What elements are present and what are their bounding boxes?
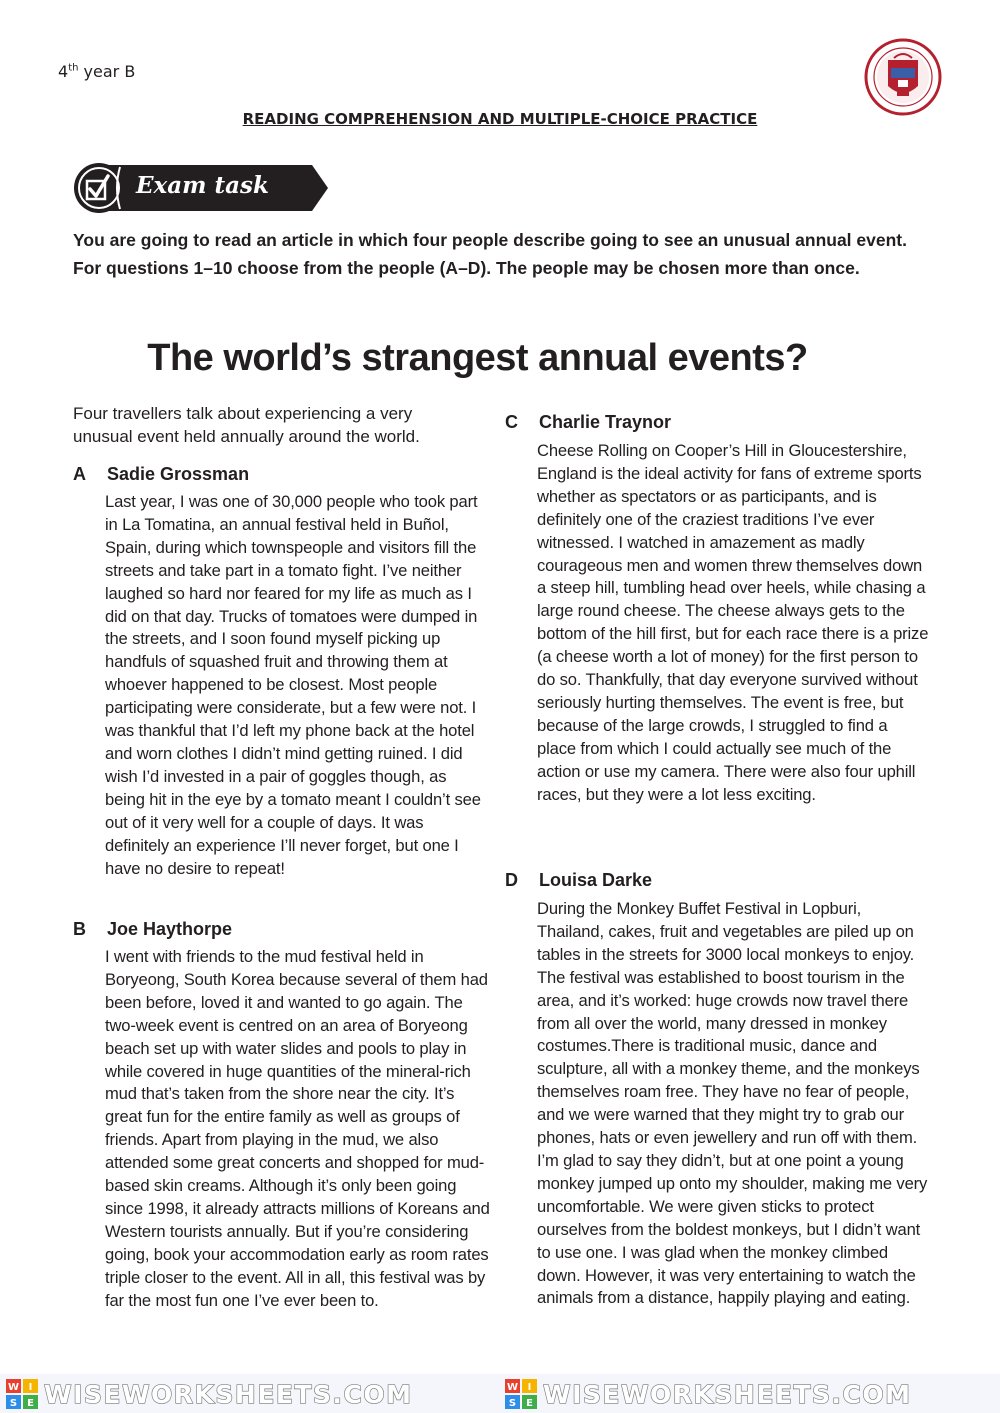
document-title: READING COMPREHENSION AND MULTIPLE-CHOICE PRACTICE [242, 110, 758, 128]
logo-letter: W [506, 1382, 519, 1393]
watermark-text: WISEWORKSHEETS.COM [44, 1379, 413, 1409]
watermark-footer [0, 1374, 1000, 1413]
person-letter: D [505, 870, 518, 890]
article-intro: Four travellers talk about experiencing a very unusual event held annually around the world. [73, 404, 420, 446]
logo-letter: S [508, 1398, 517, 1409]
person-text-b: I went with friends to the mud festival held in Boryeong, South Korea because several of them had been before, loved it and wanted to go again. The two-week event is centred on an area of Boryeong beach set up with water slides and pools to play in while covered in huge quantities of the mineral-rich mud that’s taken from the shore near the city. It’s great fun for the entire family as well as groups of friends. Apart from playing in the mud, we also attended some great concerts and shopped for mud-based skin creams. Although it’s only been going since 1998, it already attracts millions of Koreans and Western tourists annually. But if you’re considering going, book your accommodation early as room rates triple closer to the event. All in all, this festival was by far the most fun one I’ve ever been to. [105, 947, 490, 1310]
logo-letter: S [9, 1398, 18, 1409]
person-letter: A [73, 464, 86, 484]
person-text-c: Cheese Rolling on Cooper’s Hill in Gloucestershire, England is the ideal activity for fans of extreme sports whether as spectators or as participants, and is definitely one of the craziest traditions I’ve ever witnessed. I watched in amazement as madly courageous men and women threw themselves down a steep hill, tumbling head over heels, while chasing a large round cheese. The cheese always gets to the bottom of the hill first, but for each race there is a prize (a cheese worth a lot of money) for the first person to do so. Thankfully, that day everyone survived without seriously hurting themselves. The event is free, but because of the large crowds, I struggled to find a place from which I could actually see much of the action or use my camera. There were also four uphill races, but they were a lot less exciting. [537, 441, 929, 804]
logo-letter: I [527, 1382, 532, 1393]
logo-letter: W [7, 1382, 20, 1393]
person-heading-b [73, 919, 232, 940]
person-name: Louisa Darke [539, 870, 653, 890]
article-title: The world’s strangest annual events? [147, 337, 808, 379]
person-heading-a [73, 464, 249, 485]
person-heading-c [505, 412, 671, 433]
person-text-d: During the Monkey Buffet Festival in Lopburi, Thailand, cakes, fruit and vegetables are piled up on tables in the streets for 3000 local monkeys to enjoy. The festival was established to boost tourism in the area, and it’s worked: huge crowds now travel there from all over the world, many dressed in monkey costumes.There is traditional music, dance and sculpture, all with a monkey theme, and the monkeys themselves roam free. They have no fear of people, and we were warned that they might try to grab our phones, hats or even jewellery and run off with them. I’m glad to say they didn’t, but at one point a young monkey jumped up onto my shoulder, making me very uncomfortable. We were given sticks to protect ourselves from the boldest monkeys, but I didn’t want to use one. I was glad when the monkey climbed down. However, it was very entertaining to watch the animals from a distance, happily playing and eating. [537, 899, 928, 1308]
logo-letter: I [28, 1382, 33, 1393]
logo-letter: E [27, 1398, 34, 1409]
school-seal-logo [864, 38, 942, 116]
watermark-text: WISEWORKSHEETS.COM [543, 1379, 912, 1409]
person-letter: B [73, 919, 86, 939]
watermark-brand-left [6, 1378, 413, 1410]
exam-task-banner [74, 163, 330, 213]
person-name: Sadie Grossman [107, 464, 250, 484]
watermark-brand-right [505, 1378, 912, 1410]
person-text-a: Last year, I was one of 30,000 people who took part in La Tomatina, an annual festival held in Buñol, Spain, during which townspeople and visitors fill the streets and take part in a tomato fight. I’ve neither laughed so hard nor feared for my life as much as I did on that day. Trucks of tomatoes were dumped in the streets, and I soon found myself picking up handfuls of squashed fruit and throwing them at whoever happened to be closest. Most people participating were considerate, but a few were not. I was thankful that I’d left my phone back at the hotel and worn clothes I didn’t mind getting ruined. I did wish I’d invested in a pair of goggles though, as being hit in the eye by a tomato meant I couldn’t see out of it very well for a couple of days. It was definitely an experience I’ll never forget, but one I have no desire to repeat! [105, 492, 481, 878]
person-name: Joe Haythorpe [107, 919, 233, 939]
checkbox-tick-icon [74, 163, 124, 213]
logo-letter: E [526, 1398, 533, 1409]
wiseworksheets-logo [505, 1379, 537, 1409]
exam-task-label: Exam task [136, 172, 269, 199]
wiseworksheets-logo [6, 1379, 38, 1409]
exam-instructions: You are going to read an article in which four people describe going to see an unusual annual event. For questions 1–10 choose from the people (A–D). The people may be chosen more than once. [73, 230, 907, 278]
person-heading-d [505, 870, 652, 891]
class-year: 4th year B [58, 62, 136, 81]
person-name: Charlie Traynor [539, 412, 672, 432]
person-letter: C [505, 412, 518, 432]
